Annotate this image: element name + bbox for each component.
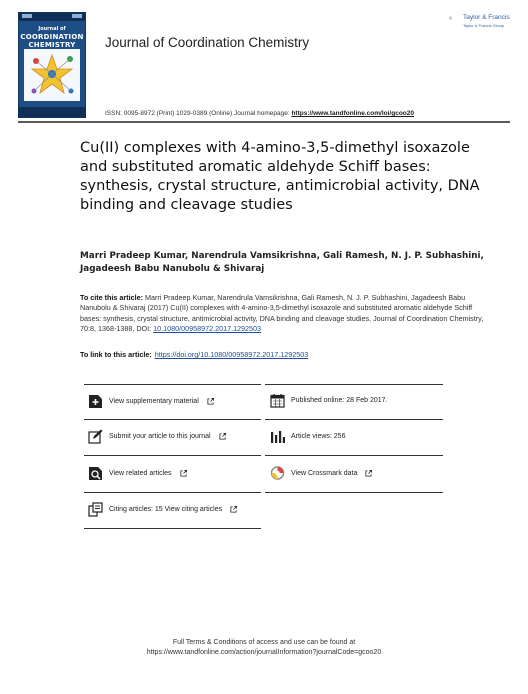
citation-text: Marri Pradeep Kumar, Narendrula Vamsikrishna, Gali Ramesh, N. J. P. Subhashini, Jagadeesh Babu Nanubolu & Shivaraj (2017) Cu(II) complexes with 4-amino-3,5-dimethyl isoxazole and substituted aromatic aldehyde Schiff bases: synthesis, crystal structure, antimicrobial activity, DNA binding and cleavage studies, Journal of Coordination Chemistry, 70:8, 1368-1388, DOI: [80, 293, 484, 333]
article-link-line [80, 350, 308, 359]
cover-title-line1: Journal of [38, 26, 66, 32]
citation-label: To cite this article: [80, 293, 143, 302]
divider [265, 492, 443, 493]
related-articles-link[interactable] [88, 466, 187, 481]
crossmark-link[interactable] [270, 466, 372, 481]
related-label: View related articles [109, 470, 172, 477]
cover-title-line2: COORDINATION [20, 33, 84, 41]
external-link-icon [207, 398, 214, 405]
header-divider [18, 121, 510, 123]
divider [265, 455, 443, 456]
article-views [270, 429, 345, 444]
divider [84, 419, 261, 420]
article-authors: Marri Pradeep Kumar, Narendrula Vamsikrishna, Gali Ramesh, N. J. P. Subhashini, Jagadeesh Babu Nanubolu & Shivaraj [80, 251, 484, 274]
cover-header-bar [19, 13, 85, 21]
issn-line [105, 110, 414, 117]
published-date [270, 393, 388, 408]
divider [84, 492, 261, 493]
citation-block [80, 293, 485, 334]
divider [84, 455, 261, 456]
divider [265, 419, 443, 420]
terms-link[interactable]: https://www.tandfonline.com/action/journalInformation?journalCode=gcoo20 [146, 649, 382, 656]
external-link-icon [219, 433, 226, 440]
cover-title-line3: CHEMISTRY [28, 41, 76, 49]
views-label: Article views: 256 [291, 433, 346, 440]
related-search-icon [88, 466, 103, 481]
link-label: To link to this article: [80, 350, 152, 359]
issn-text: ISSN: 0095-8972 (Print) 1029-0389 (Online) Journal homepage: [105, 110, 292, 117]
taylor-francis-logo-icon[interactable] [449, 12, 463, 26]
published-label: Published online: 28 Feb 2017. [291, 397, 388, 404]
cover-molecule-art [24, 49, 80, 101]
bar-chart-icon [270, 429, 285, 444]
submit-label: Submit your article to this journal [109, 433, 211, 440]
supplementary-label: View supplementary material [109, 398, 199, 405]
supplementary-material-link[interactable] [88, 394, 214, 409]
journal-title[interactable]: Journal of Coordination Chemistry [105, 35, 310, 50]
edit-icon [88, 429, 103, 444]
crossmark-label: View Crossmark data [291, 470, 358, 477]
divider [84, 384, 261, 385]
journal-cover-image [18, 12, 86, 118]
external-link-icon [230, 506, 237, 513]
crossmark-icon [270, 466, 285, 481]
citing-articles-link[interactable] [88, 502, 237, 517]
publisher-name: Taylor & Francis [463, 14, 510, 21]
citing-label: Citing articles: 15 View citing articles [109, 506, 223, 513]
cover-title [19, 25, 85, 49]
external-link-icon [365, 470, 372, 477]
calendar-icon [270, 393, 285, 408]
submit-article-link[interactable] [88, 429, 226, 444]
citing-articles-icon [88, 502, 103, 517]
cover-footer-bar [19, 107, 85, 117]
terms-footer [0, 638, 528, 658]
terms-text: Full Terms & Conditions of access and use can be found at [172, 639, 356, 646]
divider [84, 528, 261, 529]
publisher-subline: Taylor & Francis Group [463, 23, 504, 28]
external-link-icon [180, 470, 187, 477]
article-doi-link[interactable]: https://doi.org/10.1080/00958972.2017.1292503 [154, 350, 309, 359]
add-document-icon [88, 394, 103, 409]
journal-homepage-link[interactable]: https://www.tandfonline.com/loi/gcoo20 [291, 110, 414, 117]
article-title: Cu(II) complexes with 4-amino-3,5-dimethyl isoxazole and substituted aromatic aldehyde Schiff bases: synthesis, crystal structure, antimicrobial activity, DNA binding and cleavage studies [80, 140, 480, 213]
citation-doi-link[interactable]: 10.1080/00958972.2017.1292503 [153, 323, 262, 333]
divider [265, 384, 443, 385]
